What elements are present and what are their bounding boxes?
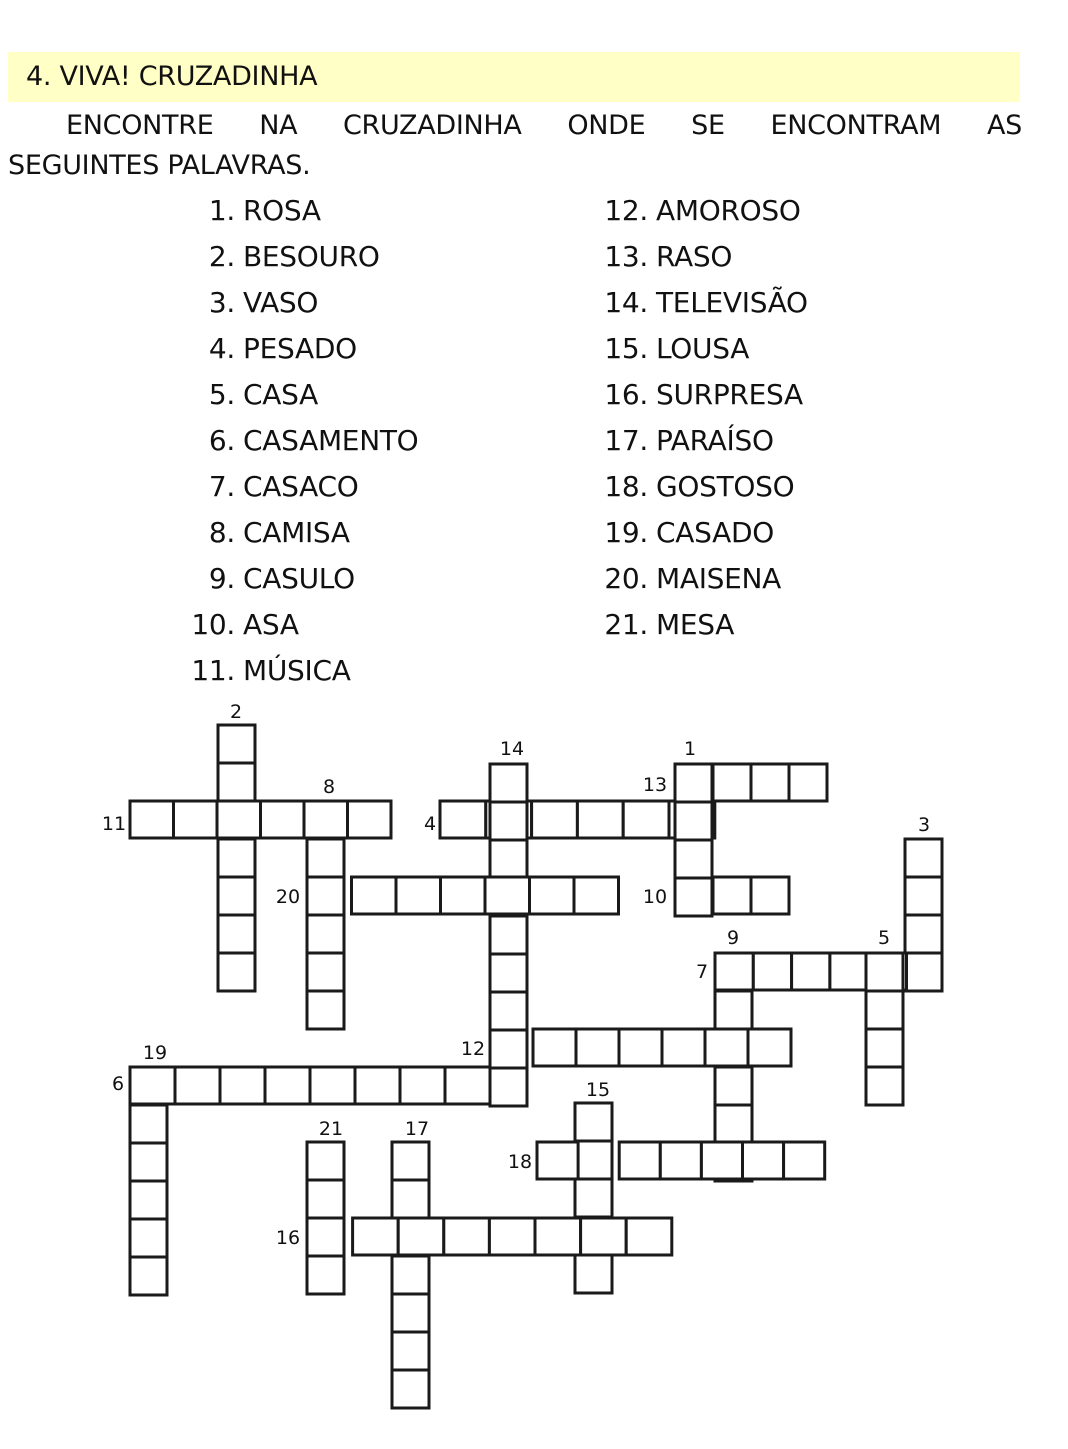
crossword-cell[interactable]	[784, 1142, 825, 1179]
crossword-cell[interactable]	[713, 877, 751, 914]
crossword-cell[interactable]	[675, 764, 712, 802]
list-item: 18. GOSTOSO	[604, 470, 795, 503]
crossword-cell[interactable]	[218, 763, 255, 801]
crossword-cell[interactable]	[905, 839, 942, 877]
crossword-cell[interactable]	[353, 1218, 399, 1255]
crossword-cell[interactable]	[307, 1218, 344, 1256]
crossword-cell[interactable]	[715, 991, 752, 1029]
crossword-cell[interactable]	[392, 1180, 429, 1218]
crossword-cell[interactable]	[218, 953, 255, 991]
clue-number: 1	[683, 738, 697, 760]
crossword-cell[interactable]	[307, 877, 344, 915]
crossword-cell[interactable]	[866, 953, 903, 991]
list-item: 13. RASO	[604, 240, 733, 273]
list-item: 3. VASO	[208, 286, 319, 319]
list-item: 12. AMOROSO	[604, 194, 801, 227]
crossword-cell[interactable]	[398, 1218, 444, 1255]
crossword-cell[interactable]	[130, 1067, 175, 1104]
list-item: 16. SURPRESA	[604, 378, 803, 411]
crossword-cell[interactable]	[489, 1218, 535, 1255]
crossword-cell[interactable]	[705, 1029, 748, 1066]
crossword-cell[interactable]	[715, 1105, 752, 1143]
crossword-cell[interactable]	[575, 1141, 612, 1179]
list-item: 21. MESA	[604, 608, 735, 641]
crossword-cell[interactable]	[174, 801, 218, 838]
crossword-cell[interactable]	[905, 877, 942, 915]
crossword-cell[interactable]	[751, 877, 789, 914]
list-item: 15. LOUSA	[604, 332, 750, 365]
list-item: 1. ROSA	[208, 194, 321, 227]
crossword-cell[interactable]	[307, 953, 344, 991]
list-item: 10. ASA	[191, 608, 299, 641]
crossword-cell[interactable]	[392, 1256, 429, 1294]
crossword-cell[interactable]	[743, 1142, 784, 1179]
crossword-cell[interactable]	[218, 915, 255, 953]
crossword-cell[interactable]	[866, 1067, 903, 1105]
crossword-cell[interactable]	[218, 877, 255, 915]
crossword-cell[interactable]	[535, 1218, 581, 1255]
crossword-cell[interactable]	[307, 915, 344, 953]
crossword-cell[interactable]	[662, 1029, 705, 1066]
crossword-cell[interactable]	[533, 1029, 576, 1066]
crossword-cell[interactable]	[675, 802, 712, 840]
crossword-cell[interactable]	[130, 801, 174, 838]
crossword-cell[interactable]	[905, 915, 942, 953]
crossword-cell[interactable]	[619, 1142, 660, 1179]
clue-number: 11	[101, 813, 127, 835]
crossword-cell[interactable]	[537, 1142, 578, 1179]
crossword-cell[interactable]	[830, 953, 868, 990]
list-item: 19. CASADO	[604, 516, 774, 549]
list-item: 7. CASACO	[208, 470, 359, 503]
crossword-cell[interactable]	[574, 877, 619, 914]
crossword-cell[interactable]	[392, 1370, 429, 1408]
clue-number: 5	[877, 927, 891, 949]
clue-number: 18	[507, 1151, 533, 1173]
crossword-cell[interactable]	[490, 954, 527, 992]
instruction-line-2: SEGUINTES PALAVRAS.	[8, 150, 311, 181]
crossword-cell[interactable]	[619, 1029, 662, 1066]
clue-number: 19	[142, 1042, 168, 1064]
crossword-cell[interactable]	[217, 801, 261, 838]
instruction-line-1: ENCONTRE NA CRUZADINHA ONDE SE ENCONTRAM AS	[66, 110, 1022, 141]
crossword-cell[interactable]	[660, 1142, 701, 1179]
crossword-cell[interactable]	[905, 953, 942, 991]
crossword-cell[interactable]	[675, 878, 712, 916]
clue-number: 13	[642, 774, 668, 796]
crossword-cell[interactable]	[392, 1332, 429, 1370]
clue-number: 8	[322, 776, 336, 798]
list-item: 8. CAMISA	[208, 516, 350, 549]
crossword-cell[interactable]	[530, 877, 575, 914]
crossword-cell[interactable]	[304, 801, 348, 838]
clue-number: 6	[111, 1073, 125, 1095]
crossword-cell[interactable]	[392, 1142, 429, 1180]
list-item: 9. CASULO	[208, 562, 355, 595]
crossword-cell[interactable]	[130, 1181, 167, 1219]
crossword-cell[interactable]	[307, 839, 344, 877]
list-item: 14. TELEVISÃO	[604, 286, 808, 319]
clue-number: 4	[423, 813, 437, 835]
crossword-cell[interactable]	[307, 1142, 344, 1180]
crossword-cell[interactable]	[490, 916, 527, 954]
crossword-cell[interactable]	[751, 764, 789, 801]
crossword-cell[interactable]	[265, 1067, 310, 1104]
crossword-cell[interactable]	[581, 1218, 627, 1255]
crossword-cell[interactable]	[575, 1103, 612, 1141]
crossword-cell[interactable]	[866, 1029, 903, 1067]
section-title: 4. VIVA! CRUZADINHA	[26, 61, 318, 92]
crossword-cell[interactable]	[218, 725, 255, 763]
clue-number: 21	[318, 1118, 344, 1140]
crossword-cell[interactable]	[866, 991, 903, 1029]
clue-number: 14	[499, 738, 525, 760]
crossword-cell[interactable]	[490, 802, 527, 840]
crossword-cell[interactable]	[715, 1067, 752, 1105]
crossword-cell[interactable]	[623, 801, 669, 838]
crossword-cell[interactable]	[490, 1068, 527, 1106]
crossword-cell[interactable]	[400, 1067, 445, 1104]
crossword-cell[interactable]	[130, 1257, 167, 1295]
crossword-cell[interactable]	[307, 1180, 344, 1218]
crossword-cell[interactable]	[175, 1067, 220, 1104]
crossword-cell[interactable]	[577, 801, 623, 838]
clue-number: 15	[585, 1079, 611, 1101]
list-item: 4. PESADO	[208, 332, 357, 365]
crossword-cell[interactable]	[532, 801, 578, 838]
clue-number: 9	[726, 927, 740, 949]
crossword-cell[interactable]	[440, 801, 486, 838]
crossword-cell[interactable]	[310, 1067, 355, 1104]
clue-number: 10	[642, 886, 668, 908]
list-item: 11. MÚSICA	[191, 654, 351, 687]
list-item: 5. CASA	[208, 378, 318, 411]
crossword-cell[interactable]	[307, 1256, 344, 1294]
crossword-cell[interactable]	[490, 764, 527, 802]
list-item: 17. PARAÍSO	[604, 424, 774, 457]
crossword-cell[interactable]	[575, 1255, 612, 1293]
crossword-cell[interactable]	[441, 877, 486, 914]
crossword-cell[interactable]	[792, 953, 830, 990]
crossword-cell[interactable]	[355, 1067, 400, 1104]
crossword-cell[interactable]	[490, 1030, 527, 1068]
crossword-cell[interactable]	[307, 991, 344, 1029]
crossword-cell[interactable]	[220, 1067, 265, 1104]
crossword-cell[interactable]	[675, 840, 712, 878]
clue-number: 17	[404, 1118, 430, 1140]
list-item: 2. BESOURO	[208, 240, 380, 273]
crossword-cell[interactable]	[789, 764, 827, 801]
crossword-cell[interactable]	[445, 1067, 490, 1104]
crossword-cell[interactable]	[130, 1219, 167, 1257]
clue-number: 12	[460, 1038, 486, 1060]
clue-number: 3	[917, 814, 931, 836]
crossword-cell[interactable]	[218, 839, 255, 877]
clue-number: 2	[229, 701, 243, 723]
crossword-cell[interactable]	[352, 877, 397, 914]
clue-number: 16	[275, 1227, 301, 1249]
crossword-cell[interactable]	[130, 1105, 167, 1143]
crossword-cell[interactable]	[748, 1029, 791, 1066]
crossword-cell[interactable]	[261, 801, 305, 838]
crossword-cell[interactable]	[490, 992, 527, 1030]
clue-number: 7	[695, 961, 709, 983]
crossword-cell[interactable]	[130, 1143, 167, 1181]
crossword-cell[interactable]	[576, 1029, 619, 1066]
list-item: 6. CASAMENTO	[208, 424, 419, 457]
crossword-cell[interactable]	[396, 877, 441, 914]
crossword-cell[interactable]	[715, 953, 753, 990]
crossword-cell[interactable]	[348, 801, 392, 838]
clue-number: 20	[275, 886, 301, 908]
list-item: 20. MAISENA	[604, 562, 782, 595]
crossword-cell[interactable]	[701, 1142, 742, 1179]
crossword-cell[interactable]	[490, 840, 527, 878]
crossword-cell[interactable]	[575, 1179, 612, 1217]
crossword-cell[interactable]	[753, 953, 791, 990]
crossword-cell[interactable]	[392, 1294, 429, 1332]
crossword-cell[interactable]	[626, 1218, 672, 1255]
crossword-cell[interactable]	[485, 877, 530, 914]
crossword-cell[interactable]	[444, 1218, 490, 1255]
crossword-cell[interactable]	[713, 764, 751, 801]
